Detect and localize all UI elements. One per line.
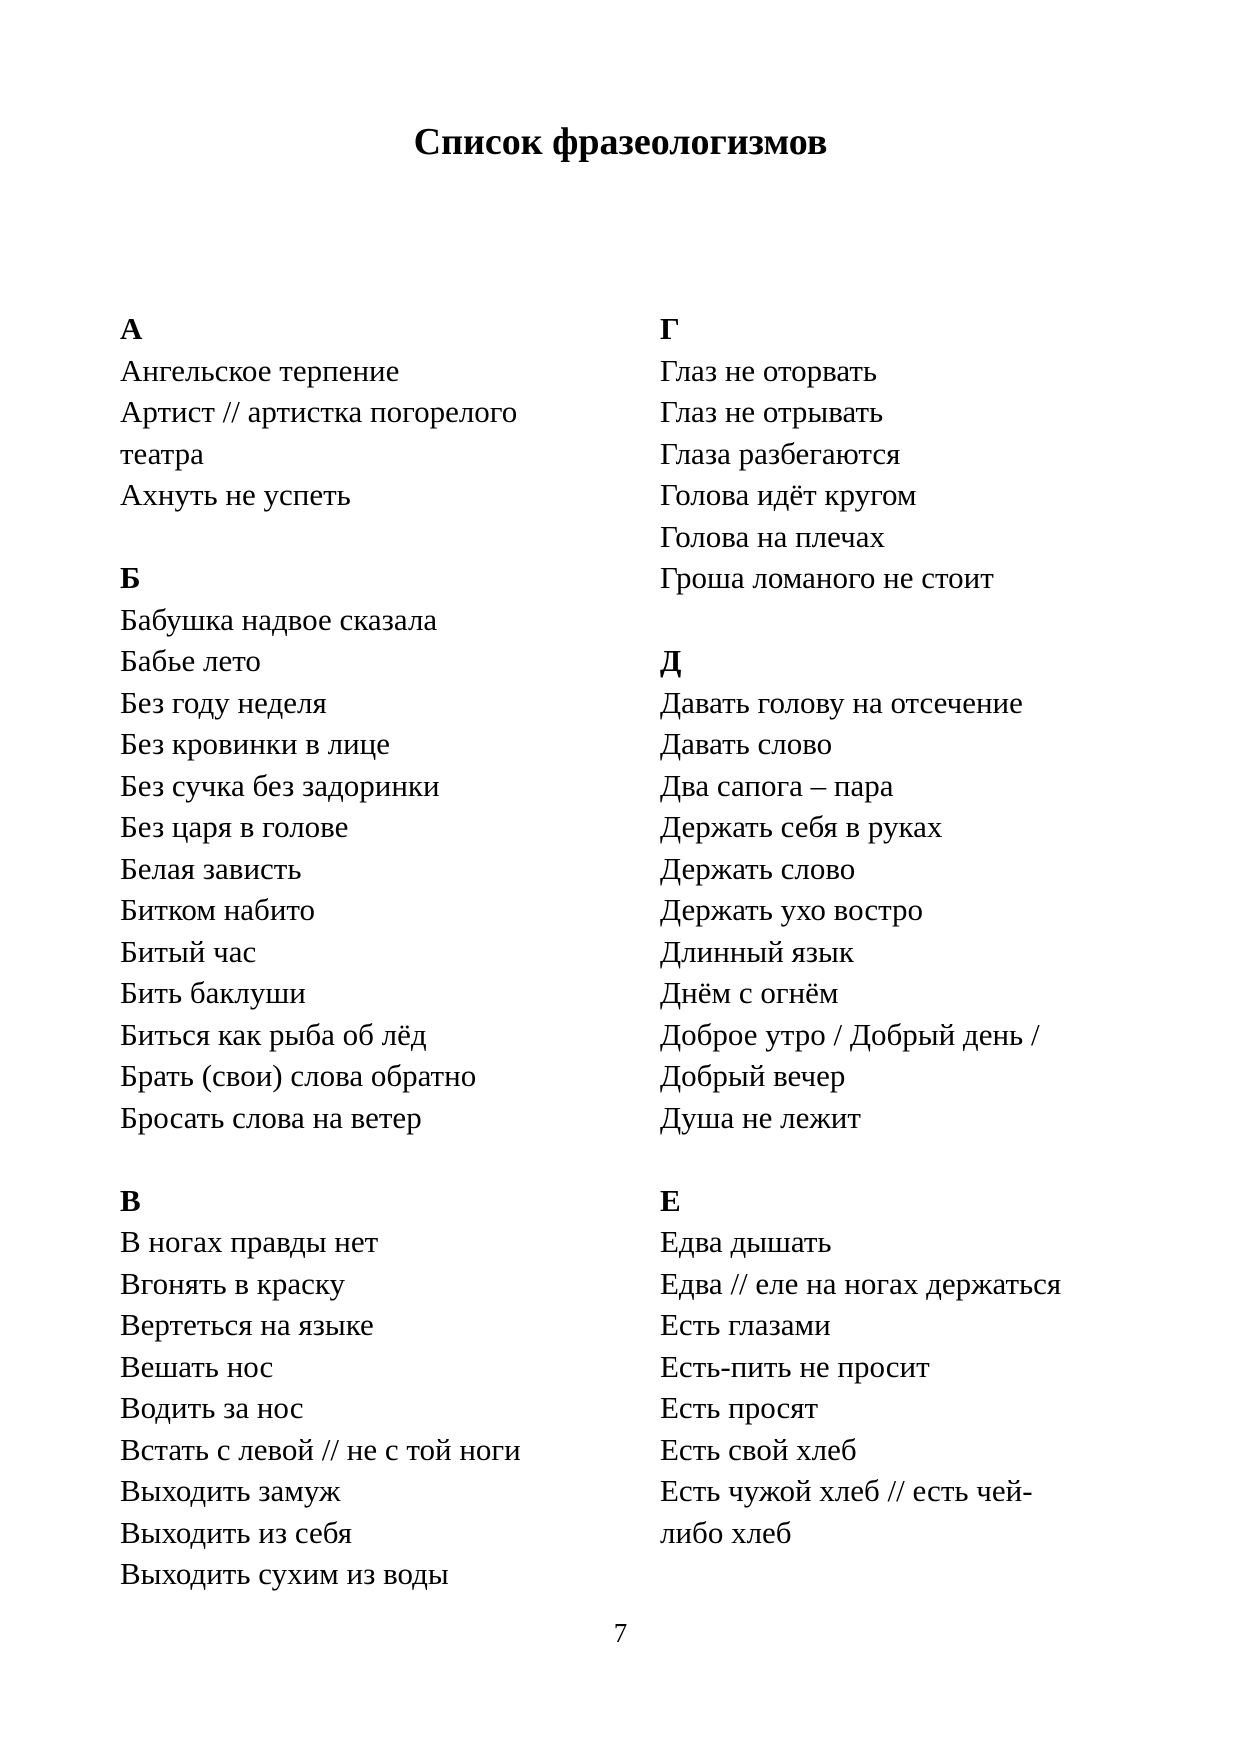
phrase-line: Глаз не оторвать <box>660 352 878 388</box>
phrase-line: Два сапога – пара <box>660 767 894 803</box>
phrase-line: Бить баклуши <box>120 975 306 1010</box>
letter-section <box>120 1180 640 1595</box>
phrase-line: Без царя в голове <box>120 809 349 844</box>
phrase-line: Добрый вечер <box>660 1058 846 1093</box>
phrase-line: Биться как рыба об лёд <box>120 1016 427 1052</box>
phrase-line: Длинный язык <box>660 933 854 969</box>
section-letter: Е <box>660 1182 681 1218</box>
phrase-line: Ангельское терпение <box>120 352 400 388</box>
letter-section <box>120 557 640 1138</box>
phrase-line: Держать слово <box>660 850 856 886</box>
phrase-line: Артист // артистка погорелого <box>120 394 518 429</box>
phrase-line: Бабушка надвое сказала <box>120 601 438 637</box>
section-letter: А <box>120 311 143 346</box>
page-number: 7 <box>613 1618 628 1648</box>
phrase-line: Без году неделя <box>120 684 327 720</box>
phrase-line: Вертеться на языке <box>120 1307 374 1342</box>
phrase-line: Душа не лежит <box>660 1099 861 1135</box>
phrase-line: Водить за нос <box>120 1390 304 1425</box>
phrase-line: Гроша ломаного не стоит <box>660 560 994 595</box>
phrase-line: Бабье лето <box>120 643 261 678</box>
section-letter: В <box>120 1182 141 1218</box>
section-letter: Д <box>660 643 682 678</box>
phrase-line: Выходить замуж <box>120 1473 341 1508</box>
phrase-line: Давать слово <box>660 726 833 761</box>
letter-section <box>660 308 1130 599</box>
phrase-line: Держать ухо востро <box>660 892 924 927</box>
phrase-line: Битый час <box>120 933 257 969</box>
phrase-line: театра <box>120 435 204 471</box>
phrase-line: Без сучка без задоринки <box>120 767 440 803</box>
phrase-line: Есть глазами <box>660 1307 831 1342</box>
phrase-line: Давать голову на отсечение <box>660 684 1023 720</box>
phrase-line: В ногах правды нет <box>120 1224 379 1259</box>
letter-section <box>660 640 1130 1138</box>
phrase-line: Брать (свои) слова обратно <box>120 1058 477 1093</box>
phrase-line: Доброе утро / Добрый день / <box>660 1016 1040 1052</box>
letter-section <box>660 1180 1130 1554</box>
phrase-line: Выходить сухим из воды <box>120 1556 449 1591</box>
phrase-line: Вгонять в краску <box>120 1265 345 1301</box>
phrase-line: Глаз не отрывать <box>660 394 884 429</box>
phrase-line: Выходить из себя <box>120 1514 352 1550</box>
phrase-line: Белая зависть <box>120 850 302 886</box>
phrase-line: Встать с левой // не с той ноги <box>120 1431 521 1467</box>
phrase-line: Битком набито <box>120 892 316 927</box>
phrase-line: Есть свой хлеб <box>660 1431 857 1467</box>
section-letter: Г <box>660 311 680 346</box>
phrase-line: Днём с огнём <box>660 975 839 1010</box>
phrase-line: Голова идёт кругом <box>660 477 917 512</box>
letter-section <box>120 308 640 516</box>
phrase-line: Едва дышать <box>660 1224 832 1259</box>
phrase-line: либо хлеб <box>660 1514 792 1550</box>
phrase-line: Есть просят <box>660 1390 819 1425</box>
phrase-line: Держать себя в руках <box>660 809 943 844</box>
phrase-line: Ахнуть не успеть <box>120 477 351 512</box>
right-column <box>660 308 1130 1595</box>
phrase-line: Едва // еле на ногах держаться <box>660 1265 1062 1301</box>
left-column <box>120 308 640 1636</box>
section-letter: Б <box>120 560 141 595</box>
phrase-line: Бросать слова на ветер <box>120 1099 422 1135</box>
phrase-line: Голова на плечах <box>660 518 885 554</box>
phrase-line: Есть-пить не просит <box>660 1348 930 1384</box>
phrase-line: Без кровинки в лице <box>120 726 391 761</box>
phrase-line: Вешать нос <box>120 1348 274 1384</box>
page-title: Список фразеологизмов <box>413 121 828 163</box>
phrase-line: Есть чужой хлеб // есть чей- <box>660 1473 1033 1508</box>
phrase-line: Глаза разбегаются <box>660 435 901 471</box>
